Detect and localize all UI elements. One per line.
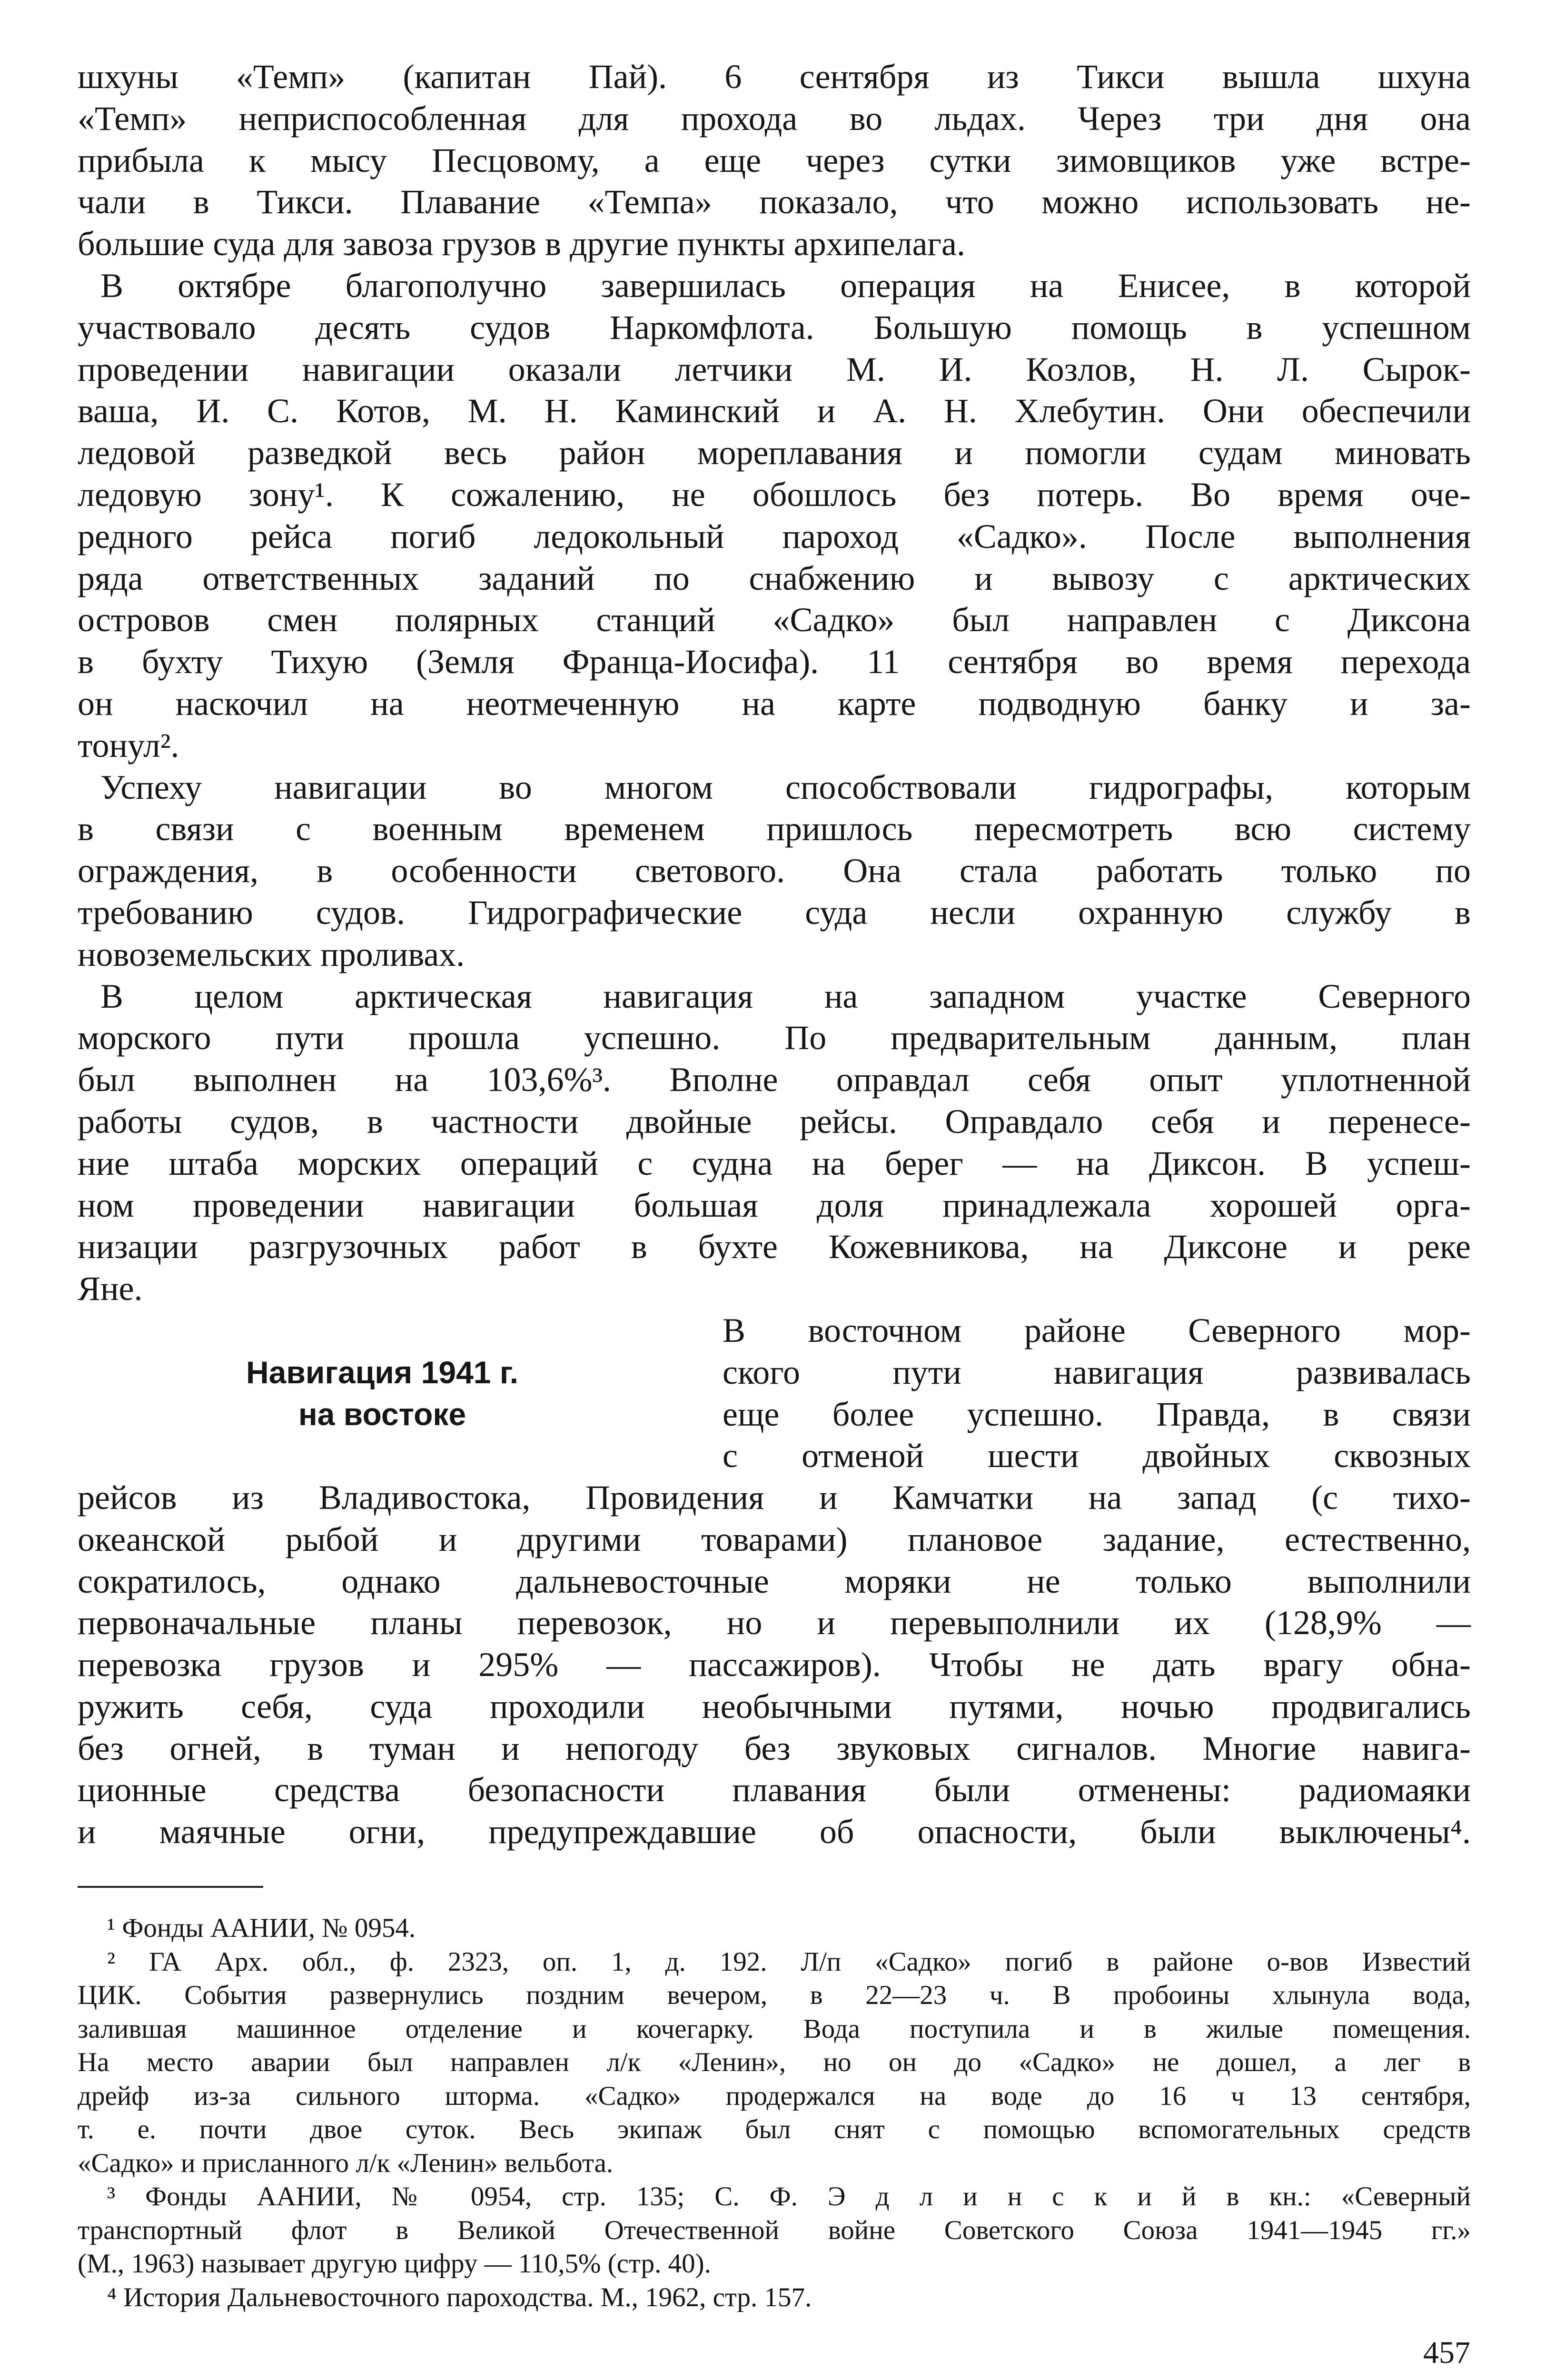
text-line: и маячные огни, предупреждавшие об опасности, были выключены⁴.	[78, 1813, 1471, 1851]
text-line: с отменой шести двойных сквозных	[723, 1437, 1471, 1475]
section-east	[78, 1310, 1471, 1477]
text-line: Успеху навигации во многом способствовали гидрографы, которым	[100, 768, 1471, 806]
text-line: ние штаба морских операций с судна на берег — на Диксон. В успеш-	[78, 1144, 1471, 1182]
text-line: чали в Тикси. Плавание «Темпа» показало, что можно использовать не-	[78, 183, 1471, 221]
text-line: прибыла к мысу Песцовому, а еще через сутки зимовщиков уже встре-	[78, 141, 1471, 179]
footnote-line: транспортный флот в Великой Отечественной войне Советского Союза 1941—1945 гг.»	[78, 2215, 1471, 2245]
footnote-line: ¹ Фонды ААНИИ, № 0954.	[107, 1913, 416, 1943]
text-line: он наскочил на неотмеченную на карте подводную банку и за-	[78, 684, 1471, 723]
footnote-line: ⁴ История Дальневосточного пароходства. М., 1962, стр. 157.	[107, 2282, 812, 2312]
text-line: В целом арктическая навигация на западном участке Северного	[100, 977, 1471, 1015]
footnote-line: ЦИК. События развернулись поздним вечером, в 22—23 ч. В пробоины хлынула вода,	[78, 1980, 1471, 2010]
text-line: был выполнен на 103,6%³. Вполне оправдал себя опыт уплотненной	[78, 1061, 1471, 1099]
text-line: «Темп» неприспособленная для прохода во льдах. Через три дня она	[78, 99, 1471, 138]
text-line: ледовую зону¹. К сожалению, не обошлось без потерь. Во время оче-	[78, 475, 1471, 514]
text-line: тонул².	[78, 726, 179, 764]
text-line: низации разгрузочных работ в бухте Кожевникова, на Диксоне и реке	[78, 1228, 1471, 1266]
text-line: морского пути прошла успешно. По предварительным данным, план	[78, 1019, 1471, 1057]
text-line: еще более успешно. Правда, в связи	[723, 1395, 1471, 1433]
footnote-line: залившая машинное отделение и кочегарку. Вода поступила и в жилые помещения.	[78, 2013, 1471, 2044]
text-line: ограждения, в особенности светового. Она стала работать только по	[78, 852, 1471, 890]
footnotes	[78, 1912, 1471, 2314]
text-line: ряда ответственных заданий по снабжению и вывозу с арктических	[78, 559, 1471, 597]
text-line: В октябре благополучно завершилась операция на Енисее, в которой	[100, 266, 1471, 305]
text-line: первоначальные планы перевозок, но и перевыполнили их (128,9% —	[78, 1604, 1471, 1642]
footnote-divider	[78, 1886, 263, 1888]
text-line: участвовало десять судов Наркомфлота. Большую помощь в успешном	[78, 308, 1471, 347]
footnote-line: т. е. почти двое суток. Весь экипаж был снят с помощью вспомогательных средств	[78, 2114, 1471, 2144]
text-line: ном проведении навигации большая доля принадлежала хорошей орга-	[78, 1186, 1471, 1224]
footnote	[78, 2281, 1471, 2315]
text-line: требованию судов. Гидрографические суда несли охранную службу в	[78, 893, 1471, 932]
text-line: В восточном районе Северного мор-	[723, 1311, 1471, 1349]
text-line: ледовой разведкой весь район мореплавания и помогли судам миновать	[78, 434, 1471, 472]
paragraph	[78, 56, 1471, 265]
footnote-line: дрейф из-за сильного шторма. «Садко» продержался на воде до 16 ч 13 сентября,	[78, 2081, 1471, 2111]
footnote	[78, 1945, 1471, 2181]
text-line: работы судов, в частности двойные рейсы. Оправдало себя и перенесе-	[78, 1102, 1471, 1140]
text-line: большие суда для завоза грузов в другие пункты архипелага.	[78, 225, 966, 263]
footnote-line: На место аварии был направлен л/к «Ленин», но он до «Садко» не дошел, а лег в	[78, 2047, 1471, 2077]
text-line: рейсов из Владивостока, Провидения и Камчатки на запад (с тихо-	[78, 1478, 1471, 1517]
page-number: 457	[1423, 2335, 1470, 2370]
section-heading	[78, 1352, 687, 1436]
text-line: островов смен полярных станций «Садко» был направлен с Диксона	[78, 601, 1471, 639]
paragraph	[78, 265, 1471, 767]
text-line: океанской рыбой и другими товарами) плановое задание, естественно,	[78, 1520, 1471, 1558]
text-line: новоземельских проливах.	[78, 935, 465, 973]
text-line: в связи с военным временем пришлось пересмотреть всю систему	[78, 810, 1471, 848]
text-line: перевозка грузов и 295% — пассажиров). Чтобы не дать врагу обна-	[78, 1646, 1471, 1684]
footnote	[78, 1912, 1471, 1945]
text-line: проведении навигации оказали летчики М. И. Козлов, Н. Л. Сырок-	[78, 350, 1471, 388]
section-heading-line: Навигация 1941 г.	[246, 1354, 519, 1390]
footnote-line: «Садко» и присланного л/к «Ленин» вельбота.	[78, 2148, 614, 2178]
body-paragraphs	[78, 56, 1471, 1310]
text-line: сократилось, однако дальневосточные моряки не только выполнили	[78, 1562, 1471, 1600]
main-text	[78, 56, 1471, 1853]
text-line: в бухту Тихую (Земля Франца-Иосифа). 11 сентября во время перехода	[78, 643, 1471, 681]
text-line: шхуны «Темп» (капитан Пай). 6 сентября из Тикси вышла шхуна	[78, 58, 1471, 96]
text-line: ционные средства безопасности плавания были отменены: радиомаяки	[78, 1771, 1471, 1809]
text-line: редного рейса погиб ледокольный пароход «Садко». После выполнения	[78, 517, 1471, 555]
section-side-text	[723, 1310, 1471, 1477]
section-text	[78, 1477, 1471, 1853]
paragraph	[78, 767, 1471, 976]
paragraph	[78, 976, 1471, 1310]
footnote-line: ³ Фонды ААНИИ, № 0954, стр. 135; С. Ф. Э д л и н с к и й в кн.: «Северный	[107, 2182, 1471, 2211]
text-line: ского пути навигация развивалась	[723, 1353, 1471, 1391]
text-line: ружить себя, суда проходили необычными путями, ночью продвигались	[78, 1687, 1471, 1726]
text-line: ваша, И. С. Котов, М. Н. Каминский и А. Н. Хлебутин. Они обеспечили	[78, 392, 1471, 430]
footnote	[78, 2180, 1471, 2281]
text-line: без огней, в туман и непогоду без звуковых сигналов. Многие навига-	[78, 1729, 1471, 1767]
footnote-line: (М., 1963) называет другую цифру — 110,5% (стр. 40).	[78, 2249, 711, 2279]
section-heading-line: на востоке	[298, 1396, 466, 1432]
footnote-line: ² ГА Арх. обл., ф. 2323, оп. 1, д. 192. Л/п «Садко» погиб в районе о-вов Известий	[107, 1946, 1471, 1977]
text-line: Яне.	[78, 1269, 143, 1308]
